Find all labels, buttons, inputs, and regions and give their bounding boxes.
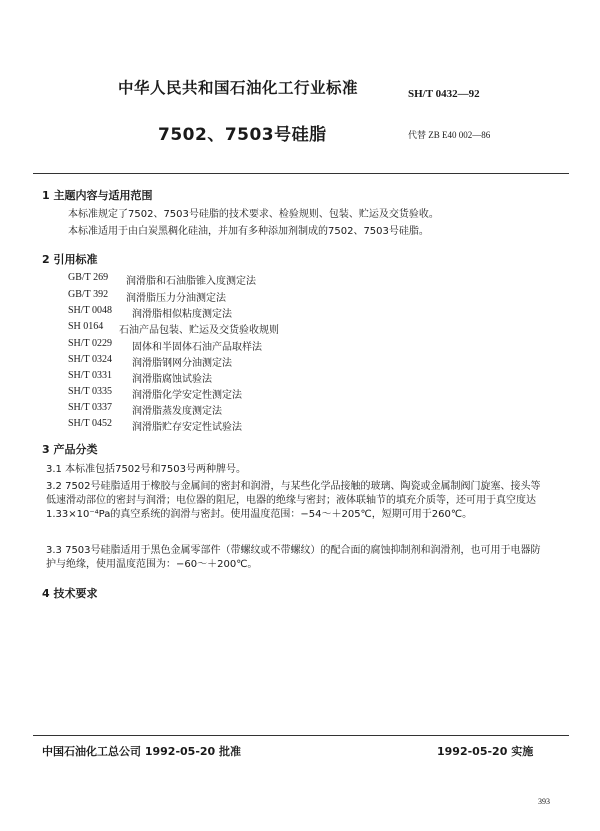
ref-name: 润滑脂腐蚀试验法	[132, 374, 212, 385]
ref-name: 润滑脂和石油脂锥入度测定法	[126, 276, 256, 287]
ref-name: 润滑脂相似粘度测定法	[132, 309, 232, 320]
ref-code: SH/T 0324	[68, 354, 112, 365]
ref-name: 润滑脂蒸发度测定法	[132, 406, 222, 417]
ref-code: SH/T 0337	[68, 402, 112, 413]
ref-name: 固体和半固体石油产品取样法	[132, 342, 262, 353]
implementation-date: 1992-05-20 实施	[437, 745, 534, 758]
ref-name: 润滑脂压力分油测定法	[126, 293, 226, 304]
page-number: 393	[538, 797, 550, 806]
ref-name: 润滑脂化学安定性测定法	[132, 390, 242, 401]
ref-code: SH/T 0452	[68, 418, 112, 429]
ref-name: 石油产品包装、贮运及交货验收规则	[119, 325, 279, 336]
section-1-heading: 1 主题内容与适用范围	[42, 189, 153, 202]
ref-code: SH/T 0331	[68, 370, 112, 381]
section-3-heading: 3 产品分类	[42, 443, 98, 456]
ref-name: 润滑脂钢网分油测定法	[132, 358, 232, 369]
approval-line: 中国石油化工总公司 1992-05-20 批准	[42, 745, 242, 758]
section-2-heading: 2 引用标准	[42, 253, 98, 266]
section-1-para-1: 本标准规定了7502、7503号硅脂的技术要求、检验规则、包装、贮运及交货验收。	[68, 209, 439, 220]
ref-code: SH/T 0335	[68, 386, 112, 397]
ref-code: SH/T 0048	[68, 305, 112, 316]
clause-3-2: 3.2 7502号硅脂适用于橡胶与金属间的密封和润滑，与某些化学品接触的玻璃、陶瓷或金属制阀门旋塞、接头等低速滑动部位的密封与润滑；电位器的阻尼，电器的绝缘与密封；液体联轴节的填充介质等，还可用于真空度达1.33×10⁻⁴Pa的真空系统的润滑与密封。使用温度范围：−54～＋205℃，短期可用于260℃。	[46, 481, 541, 520]
ref-code: GB/T 392	[68, 289, 109, 300]
header-divider	[33, 173, 569, 174]
clause-3-3: 3.3 7503号硅脂适用于黑色金属零部件（带螺纹或不带螺纹）的配合面的腐蚀抑制剂和润滑剂，也可用于电器防护与绝缘，使用温度范围为：−60～＋200℃。	[46, 545, 541, 570]
standard-code: SH/T 0432—92	[408, 88, 480, 100]
footer-divider	[33, 735, 569, 736]
section-4-heading: 4 技术要求	[42, 587, 98, 600]
clause-3-1: 3.1 本标准包括7502号和7503号两种牌号。	[46, 464, 246, 475]
issuing-authority: 中华人民共和国石油化工行业标准	[118, 79, 359, 97]
ref-code: GB/T 269	[68, 272, 109, 283]
ref-name: 润滑脂贮存安定性试验法	[132, 422, 242, 433]
section-1-para-2: 本标准适用于由白炭黑稠化硅油，并加有多种添加剂制成的7502、7503号硅脂。	[68, 226, 429, 237]
replaces-note: 代替 ZB E40 002—86	[408, 130, 491, 140]
ref-code: SH 0164	[68, 321, 104, 332]
document-title: 7502、7503号硅脂	[158, 125, 327, 145]
ref-code: SH/T 0229	[68, 338, 112, 349]
